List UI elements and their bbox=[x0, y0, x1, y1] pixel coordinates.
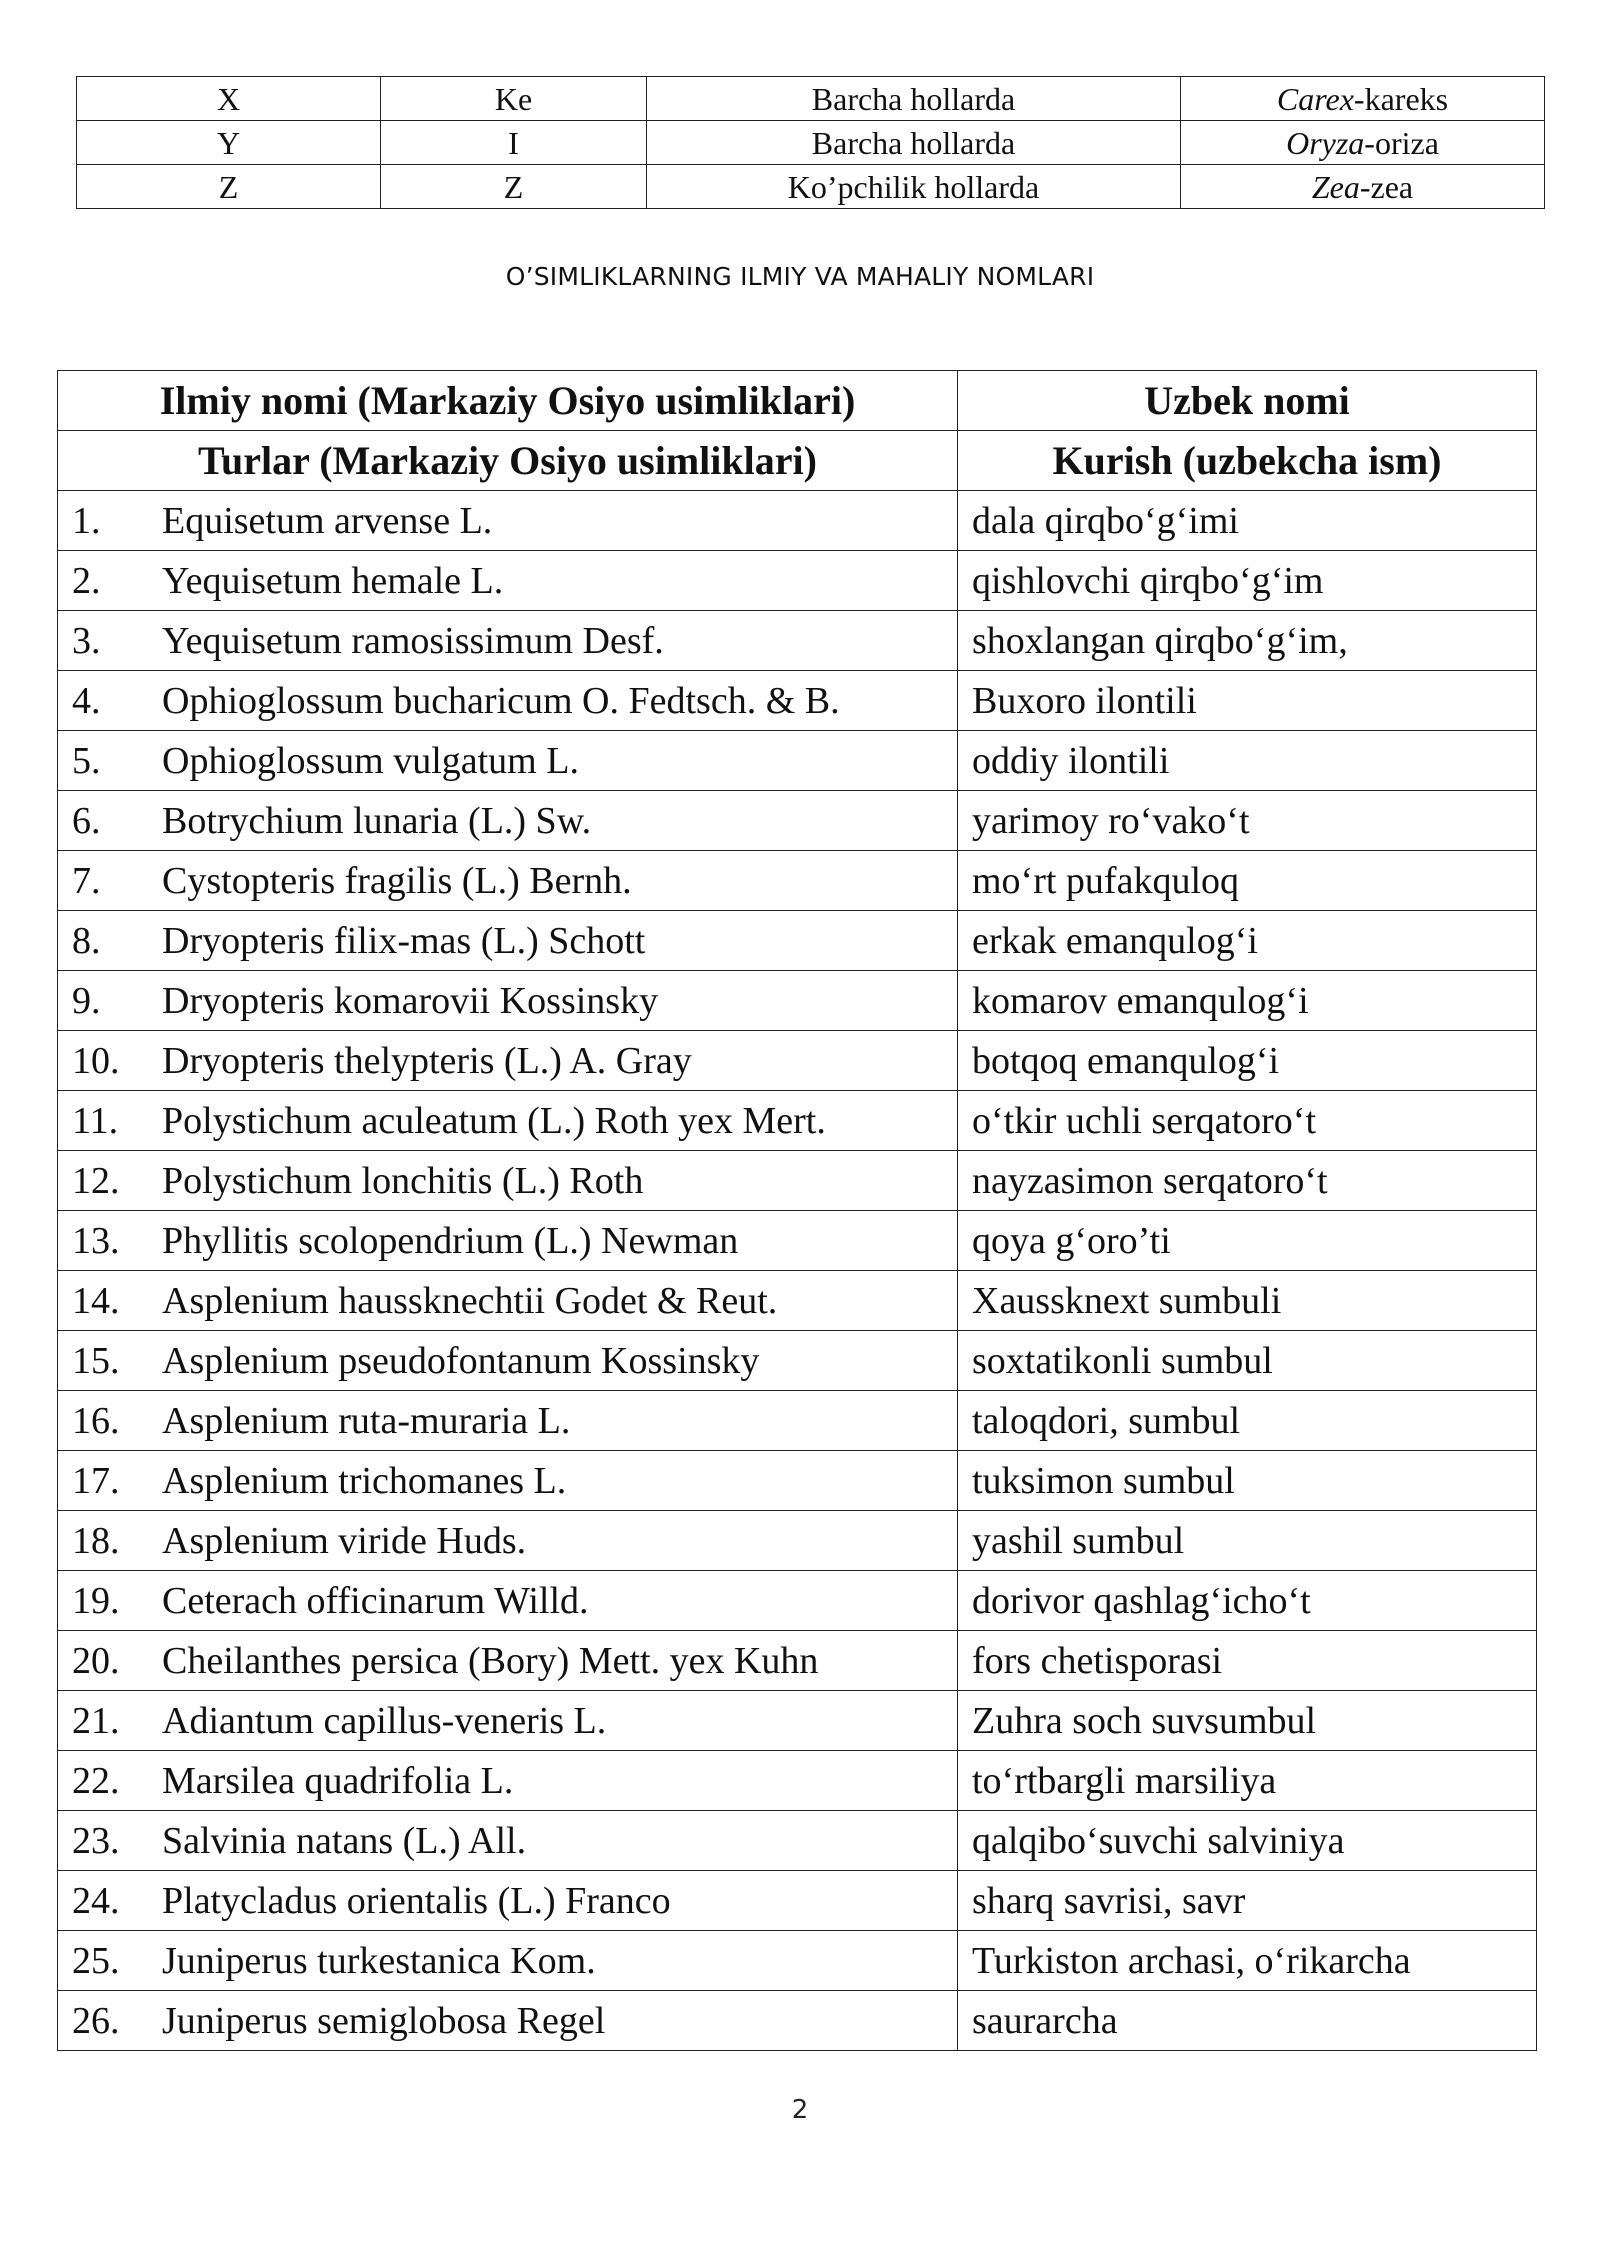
scientific-name: Phyllitis scolopendrium (L.) Newman bbox=[162, 1219, 739, 1262]
row-number: 16. bbox=[72, 1399, 120, 1442]
row-number: 12. bbox=[72, 1159, 120, 1202]
example-cell bbox=[1181, 121, 1545, 165]
scientific-name-cell bbox=[58, 671, 958, 731]
table-row bbox=[58, 1451, 1537, 1511]
example-rest: -zea bbox=[1359, 168, 1414, 205]
scientific-name: Marsilea quadrifolia L. bbox=[162, 1759, 514, 1802]
plant-names-table bbox=[57, 370, 1537, 2051]
table-row bbox=[58, 491, 1537, 551]
table-row bbox=[58, 1571, 1537, 1631]
scientific-name-cell bbox=[58, 1271, 958, 1331]
table-row bbox=[58, 1031, 1537, 1091]
scientific-name-cell bbox=[58, 491, 958, 551]
uzbek-name-cell: saurarcha bbox=[958, 1991, 1537, 2051]
subheader-uzbek: Kurish (uzbekcha ism) bbox=[958, 431, 1537, 491]
sound-cell: Ke bbox=[381, 77, 647, 121]
scientific-name-cell bbox=[58, 611, 958, 671]
example-rest: -oriza bbox=[1364, 124, 1439, 161]
uzbek-name-cell: mo‘rt pufakquloq bbox=[958, 851, 1537, 911]
scientific-name: Asplenium trichomanes L. bbox=[162, 1459, 567, 1502]
table-row bbox=[58, 791, 1537, 851]
uzbek-name-cell: to‘rtbargli marsiliya bbox=[958, 1751, 1537, 1811]
table-row bbox=[58, 851, 1537, 911]
scientific-name: Yequisetum hemale L. bbox=[162, 559, 504, 602]
row-number: 20. bbox=[72, 1639, 120, 1682]
row-number: 8. bbox=[72, 919, 101, 962]
scientific-name: Equisetum arvense L. bbox=[162, 499, 493, 542]
table-row bbox=[58, 1631, 1537, 1691]
sound-cell: I bbox=[381, 121, 647, 165]
scientific-name-cell bbox=[58, 551, 958, 611]
row-number: 3. bbox=[72, 619, 101, 662]
table-header-row bbox=[58, 371, 1537, 431]
row-number: 11. bbox=[72, 1099, 119, 1142]
row-number: 23. bbox=[72, 1819, 120, 1862]
uzbek-name-cell: Xaussknext sumbuli bbox=[958, 1271, 1537, 1331]
scientific-name-cell bbox=[58, 1331, 958, 1391]
table-row bbox=[58, 551, 1537, 611]
uzbek-name-cell: fors chetisporasi bbox=[958, 1631, 1537, 1691]
example-genus: Oryza bbox=[1286, 124, 1365, 161]
usage-cell: Barcha hollarda bbox=[647, 77, 1181, 121]
row-number: 6. bbox=[72, 799, 101, 842]
uzbek-name-cell: taloqdori, sumbul bbox=[958, 1391, 1537, 1451]
uzbek-name-cell: qoya g‘oro’ti bbox=[958, 1211, 1537, 1271]
scientific-name-cell bbox=[58, 1871, 958, 1931]
table-row bbox=[58, 1151, 1537, 1211]
row-number: 7. bbox=[72, 859, 101, 902]
uzbek-name-cell: tuksimon sumbul bbox=[958, 1451, 1537, 1511]
scientific-name-cell bbox=[58, 1811, 958, 1871]
table-row bbox=[58, 1931, 1537, 1991]
letter-cell: X bbox=[77, 77, 381, 121]
uzbek-name-cell: Turkiston archasi, o‘rikarcha bbox=[958, 1931, 1537, 1991]
uzbek-name-cell: yashil sumbul bbox=[958, 1511, 1537, 1571]
scientific-name: Ophioglossum bucharicum O. Fedtsch. & B. bbox=[162, 679, 840, 722]
example-cell bbox=[1181, 165, 1545, 209]
table-row bbox=[77, 165, 1545, 209]
scientific-name: Asplenium viride Huds. bbox=[162, 1519, 527, 1562]
table-row bbox=[58, 1751, 1537, 1811]
uzbek-name-cell: oddiy ilontili bbox=[958, 731, 1537, 791]
scientific-name-cell bbox=[58, 1631, 958, 1691]
uzbek-name-cell: soxtatikonli sumbul bbox=[958, 1331, 1537, 1391]
scientific-name: Platycladus orientalis (L.) Franco bbox=[162, 1879, 671, 1922]
row-number: 2. bbox=[72, 559, 101, 602]
section-title: O’SIMLIKLARNING ILMIY VA MAHALIY NOMLARI bbox=[505, 262, 1095, 291]
row-number: 9. bbox=[72, 979, 101, 1022]
uzbek-name-cell: Zuhra soch suvsumbul bbox=[958, 1691, 1537, 1751]
scientific-name-cell bbox=[58, 911, 958, 971]
row-number: 4. bbox=[72, 679, 101, 722]
uzbek-name-cell: sharq savrisi, savr bbox=[958, 1871, 1537, 1931]
scientific-name-cell bbox=[58, 1031, 958, 1091]
table-row bbox=[58, 1991, 1537, 2051]
row-number: 18. bbox=[72, 1519, 120, 1562]
uzbek-name-cell: komarov emanqulog‘i bbox=[958, 971, 1537, 1031]
row-number: 26. bbox=[72, 1999, 120, 2042]
letter-cell: Y bbox=[77, 121, 381, 165]
uzbek-name-cell: nayzasimon serqatoro‘t bbox=[958, 1151, 1537, 1211]
row-number: 22. bbox=[72, 1759, 120, 1802]
table-row bbox=[58, 1871, 1537, 1931]
header-uzbek-name: Uzbek nomi bbox=[958, 371, 1537, 431]
row-number: 13. bbox=[72, 1219, 120, 1262]
row-number: 24. bbox=[72, 1879, 120, 1922]
table-row bbox=[58, 1091, 1537, 1151]
row-number: 25. bbox=[72, 1939, 120, 1982]
row-number: 14. bbox=[72, 1279, 120, 1322]
table-row bbox=[58, 1211, 1537, 1271]
row-number: 1. bbox=[72, 499, 101, 542]
uzbek-name-cell: dala qirqbo‘g‘imi bbox=[958, 491, 1537, 551]
uzbek-name-cell: botqoq emanqulog‘i bbox=[958, 1031, 1537, 1091]
scientific-name: Polystichum lonchitis (L.) Roth bbox=[162, 1159, 644, 1202]
header-scientific-name: Ilmiy nomi (Markaziy Osiyo usimliklari) bbox=[58, 371, 958, 431]
row-number: 17. bbox=[72, 1459, 120, 1502]
table-row bbox=[58, 1511, 1537, 1571]
table-row bbox=[77, 121, 1545, 165]
table-row bbox=[58, 971, 1537, 1031]
scientific-name: Ceterach officinarum Willd. bbox=[162, 1579, 589, 1622]
letter-cell: Z bbox=[77, 165, 381, 209]
uzbek-name-cell: qalqibo‘suvchi salviniya bbox=[958, 1811, 1537, 1871]
scientific-name-cell bbox=[58, 1091, 958, 1151]
scientific-name-cell bbox=[58, 1691, 958, 1751]
scientific-name-cell bbox=[58, 791, 958, 851]
sound-cell: Z bbox=[381, 165, 647, 209]
scientific-name-cell bbox=[58, 851, 958, 911]
row-number: 10. bbox=[72, 1039, 120, 1082]
scientific-name-cell bbox=[58, 1391, 958, 1451]
uzbek-name-cell: yarimoy ro‘vako‘t bbox=[958, 791, 1537, 851]
scientific-name: Cystopteris fragilis (L.) Bernh. bbox=[162, 859, 632, 902]
scientific-name: Juniperus semiglobosa Regel bbox=[162, 1999, 606, 2042]
example-genus: Zea bbox=[1311, 168, 1360, 205]
scientific-name: Polystichum aculeatum (L.) Roth yex Mert. bbox=[162, 1099, 826, 1142]
scientific-name-cell bbox=[58, 971, 958, 1031]
uzbek-name-cell: o‘tkir uchli serqatoro‘t bbox=[958, 1091, 1537, 1151]
scientific-name: Adiantum capillus-veneris L. bbox=[162, 1699, 607, 1742]
scientific-name-cell bbox=[58, 1211, 958, 1271]
row-number: 15. bbox=[72, 1339, 120, 1382]
scientific-name: Dryopteris filix-mas (L.) Schott bbox=[162, 919, 646, 962]
transliteration-table bbox=[76, 76, 1545, 209]
scientific-name: Dryopteris komarovii Kossinsky bbox=[162, 979, 659, 1022]
example-genus: Carex bbox=[1276, 80, 1354, 117]
table-row bbox=[58, 611, 1537, 671]
row-number: 5. bbox=[72, 739, 101, 782]
subheader-species: Turlar (Markaziy Osiyo usimliklari) bbox=[58, 431, 958, 491]
scientific-name: Salvinia natans (L.) All. bbox=[162, 1819, 527, 1862]
row-number: 19. bbox=[72, 1579, 120, 1622]
usage-cell: Ko’pchilik hollarda bbox=[647, 165, 1181, 209]
scientific-name-cell bbox=[58, 1751, 958, 1811]
uzbek-name-cell: Buxoro ilontili bbox=[958, 671, 1537, 731]
row-number: 21. bbox=[72, 1699, 120, 1742]
scientific-name-cell bbox=[58, 1991, 958, 2051]
table-row bbox=[58, 671, 1537, 731]
uzbek-name-cell: qishlovchi qirqbo‘g‘im bbox=[958, 551, 1537, 611]
table-row bbox=[58, 1331, 1537, 1391]
table-row bbox=[58, 911, 1537, 971]
table-subheader-row bbox=[58, 431, 1537, 491]
scientific-name-cell bbox=[58, 1151, 958, 1211]
scientific-name: Cheilanthes persica (Bory) Mett. yex Kuhn bbox=[162, 1639, 819, 1682]
scientific-name: Asplenium pseudofontanum Kossinsky bbox=[162, 1339, 760, 1382]
table-row bbox=[77, 77, 1545, 121]
scientific-name-cell bbox=[58, 731, 958, 791]
table-row bbox=[58, 731, 1537, 791]
usage-cell: Barcha hollarda bbox=[647, 121, 1181, 165]
scientific-name: Asplenium ruta-muraria L. bbox=[162, 1399, 571, 1442]
scientific-name-cell bbox=[58, 1511, 958, 1571]
scientific-name: Botrychium lunaria (L.) Sw. bbox=[162, 799, 592, 842]
scientific-name-cell bbox=[58, 1931, 958, 1991]
uzbek-name-cell: dorivor qashlag‘icho‘t bbox=[958, 1571, 1537, 1631]
table-row bbox=[58, 1391, 1537, 1451]
uzbek-name-cell: erkak emanqulog‘i bbox=[958, 911, 1537, 971]
example-rest: -kareks bbox=[1353, 80, 1449, 117]
scientific-name: Juniperus turkestanica Kom. bbox=[162, 1939, 596, 1982]
scientific-name: Yequisetum ramosissimum Desf. bbox=[162, 619, 664, 662]
table-row bbox=[58, 1691, 1537, 1751]
table-row bbox=[58, 1811, 1537, 1871]
scientific-name: Ophioglossum vulgatum L. bbox=[162, 739, 579, 782]
scientific-name-cell bbox=[58, 1451, 958, 1511]
scientific-name: Dryopteris thelypteris (L.) A. Gray bbox=[162, 1039, 692, 1082]
scientific-name: Asplenium haussknechtii Godet & Reut. bbox=[162, 1279, 778, 1322]
page-number: 2 bbox=[791, 2095, 809, 2125]
scientific-name-cell bbox=[58, 1571, 958, 1631]
uzbek-name-cell: shoxlangan qirqbo‘g‘im, bbox=[958, 611, 1537, 671]
example-cell bbox=[1181, 77, 1545, 121]
table-row bbox=[58, 1271, 1537, 1331]
